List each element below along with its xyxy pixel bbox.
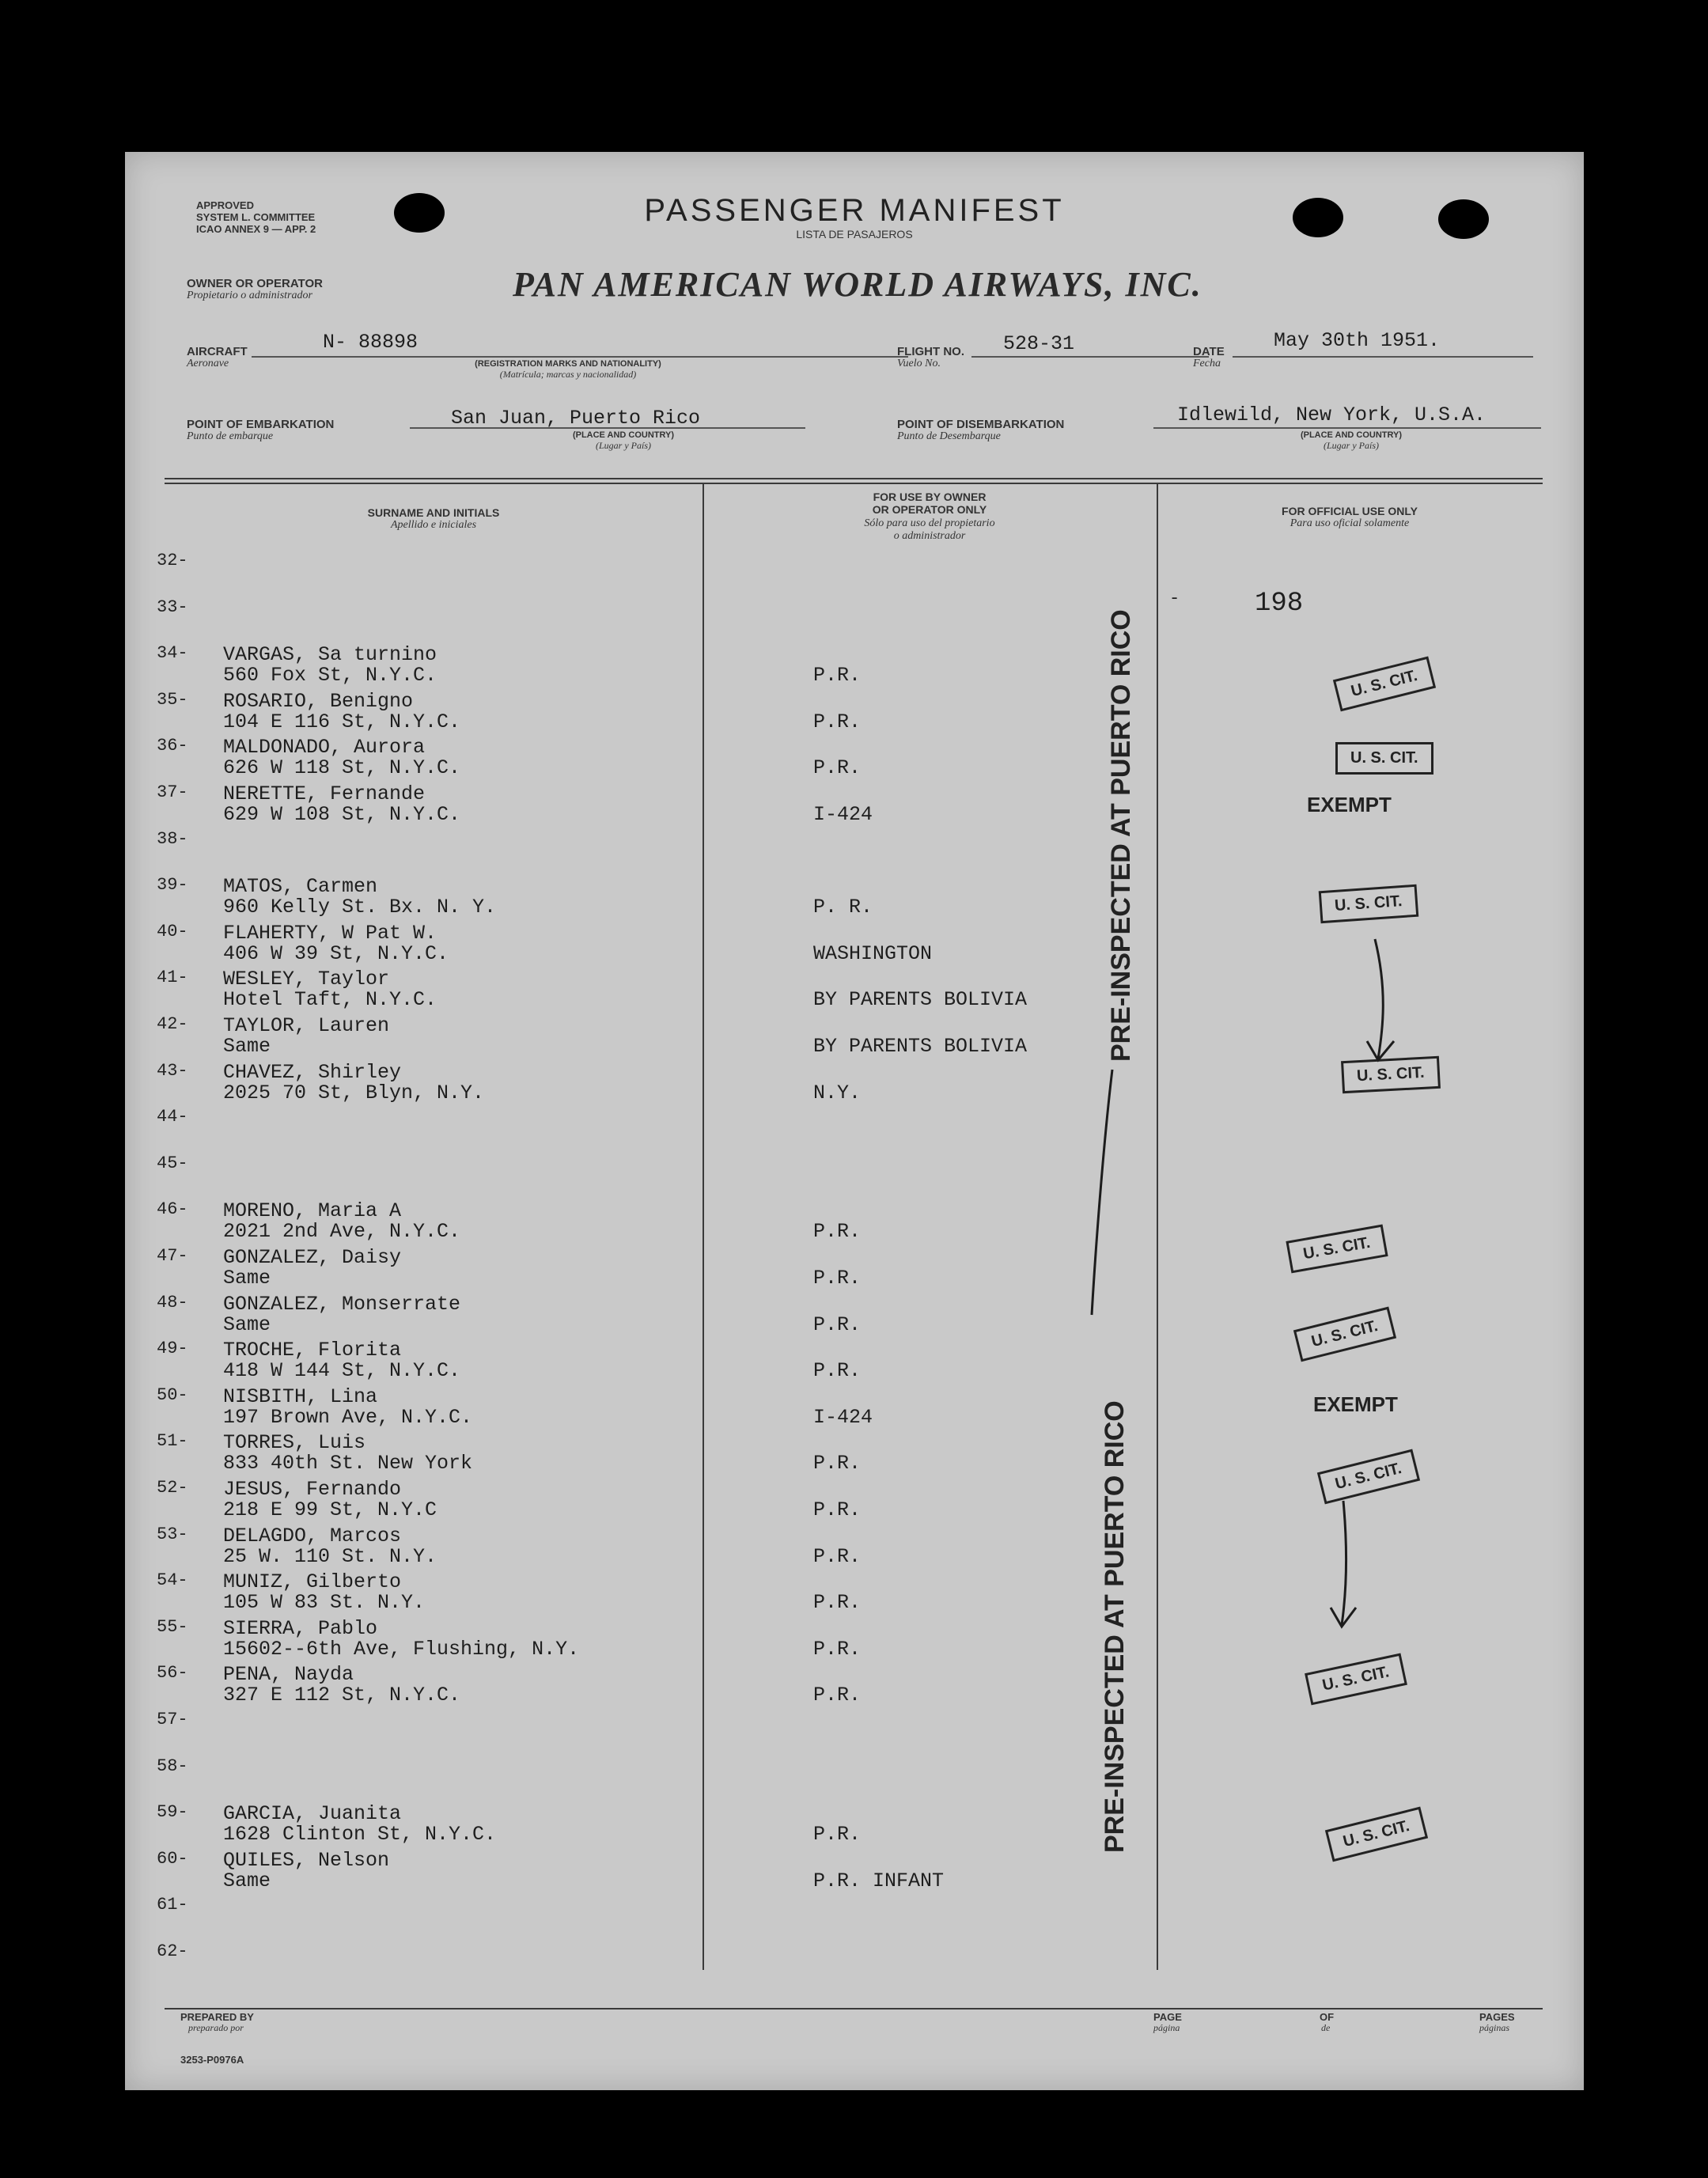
airline-name: PAN AMERICAN WORLD AIRWAYS, INC.	[513, 265, 1202, 304]
column-header-line: o administrador	[893, 530, 966, 542]
passenger-name: MUNIZ, Gilberto	[223, 1570, 402, 1593]
owner-notation: P.R.	[813, 1313, 862, 1336]
disembark-value: Idlewild, New York, U.S.A.	[1177, 403, 1486, 426]
approval-line: ICAO ANNEX 9 — APP. 2	[196, 223, 316, 235]
owner-notation: N.Y.	[813, 1081, 862, 1104]
owner-notation: P.R.	[813, 1545, 862, 1568]
prepared-label: PREPARED BY	[180, 2011, 254, 2023]
passenger-name: VARGAS, Sa turnino	[223, 643, 437, 666]
passenger-name: ROSARIO, Benigno	[223, 690, 414, 713]
embark-label-es: Punto de embarque	[187, 430, 274, 442]
row-number: 52-	[157, 1478, 188, 1498]
row-number: 55-	[157, 1617, 188, 1637]
form-subtitle: LISTA DE PASAJEROS	[796, 228, 913, 241]
us-cit-stamp: U. S. CIT.	[1325, 1807, 1428, 1862]
of-label: OF	[1320, 2011, 1335, 2023]
registration-caption-es: (Matrícula; marcas y nacionalidad)	[499, 369, 637, 380]
row-number: 40-	[157, 922, 188, 941]
owner-notation: P.R.	[813, 1267, 862, 1290]
of-label-es: de	[1321, 2022, 1331, 2033]
row-number: 42-	[157, 1014, 188, 1034]
owner-notation: P.R.	[813, 1498, 862, 1521]
column-header-line: OR OPERATOR ONLY	[872, 503, 987, 516]
date-label-es: Fecha	[1193, 358, 1221, 369]
row-number: 41-	[157, 968, 188, 987]
us-cit-stamp: U. S. CIT.	[1293, 1307, 1396, 1362]
owner-notation: P.R.	[813, 710, 862, 733]
row-number: 62-	[157, 1941, 188, 1961]
passenger-name: QUILES, Nelson	[223, 1849, 390, 1872]
pre-inspected-stamp: PRE-INSPECTED AT PUERTO RICO	[1106, 609, 1136, 1062]
pen-line	[1092, 1070, 1112, 1315]
pages-label: PAGES	[1479, 2011, 1515, 2023]
row-number: 58-	[157, 1756, 188, 1776]
passenger-name: TROCHE, Florita	[223, 1339, 402, 1362]
owner-notation: P.R.	[813, 1220, 862, 1243]
aircraft-label: AIRCRAFT	[187, 345, 248, 358]
row-number: 43-	[157, 1061, 188, 1081]
owner-notation: P.R.	[813, 1684, 862, 1706]
passenger-name: FLAHERTY, W Pat W.	[223, 922, 437, 945]
row-number: 59-	[157, 1802, 188, 1822]
us-cit-stamp: U. S. CIT.	[1333, 657, 1436, 712]
owner-label-es: Propietario o administrador	[187, 290, 312, 301]
row-number: 53-	[157, 1525, 188, 1544]
row-number: 50-	[157, 1385, 188, 1405]
passenger-name: GONZALEZ, Monserrate	[223, 1293, 461, 1316]
flight-value: 528-31	[1003, 332, 1075, 355]
row-number: 44-	[157, 1107, 188, 1127]
passenger-address: 15602--6th Ave, Flushing, N.Y.	[223, 1638, 580, 1661]
embark-label: POINT OF EMBARKATION	[187, 418, 335, 431]
passenger-name: MATOS, Carmen	[223, 875, 378, 898]
column-header-line: FOR USE BY OWNER	[873, 491, 987, 503]
passenger-address: 560 Fox St, N.Y.C.	[223, 664, 437, 687]
row-number: 37-	[157, 782, 188, 802]
passenger-name: GARCIA, Juanita	[223, 1802, 402, 1825]
column-header-name: SURNAME AND INITIALS	[367, 506, 500, 519]
row-number: 36-	[157, 736, 188, 756]
owner-notation: P.R.	[813, 664, 862, 687]
form-code: 3253-P0976A	[180, 2054, 244, 2066]
passenger-name: TORRES, Luis	[223, 1431, 366, 1454]
passenger-address: 626 W 118 St, N.Y.C.	[223, 756, 461, 779]
flight-label-es: Vuelo No.	[897, 358, 941, 369]
row-number: 35-	[157, 690, 188, 710]
owner-notation: P.R.	[813, 1452, 862, 1475]
us-cit-stamp: U. S. CIT.	[1335, 742, 1433, 775]
place-caption: (PLACE AND COUNTRY)	[1300, 430, 1403, 440]
row-number: 33-	[157, 597, 188, 617]
row-number: 57-	[157, 1710, 188, 1729]
owner-notation: BY PARENTS BOLIVIA	[813, 988, 1028, 1011]
owner-notation: P.R.	[813, 756, 862, 779]
row-number: 45-	[157, 1153, 188, 1173]
row-number: 39-	[157, 875, 188, 895]
disembark-label-es: Punto de Desembarque	[897, 430, 1001, 442]
owner-notation: WASHINGTON	[813, 942, 933, 965]
embark-value: San Juan, Puerto Rico	[451, 407, 701, 430]
passenger-address: Same	[223, 1869, 271, 1892]
us-cit-stamp: U. S. CIT.	[1317, 1449, 1420, 1505]
place-caption-es: (Lugar y País)	[596, 440, 651, 451]
page-label-es: página	[1153, 2022, 1180, 2033]
row-number: 34-	[157, 643, 188, 663]
passenger-address: 105 W 83 St. N.Y.	[223, 1591, 426, 1614]
owner-notation: I-424	[813, 803, 873, 826]
row-number: 49-	[157, 1339, 188, 1358]
registration-caption: (REGISTRATION MARKS AND NATIONALITY)	[475, 359, 661, 369]
passenger-name: NISBITH, Lina	[223, 1385, 378, 1408]
passenger-name: WESLEY, Taylor	[223, 968, 390, 991]
place-caption: (PLACE AND COUNTRY)	[572, 430, 675, 440]
owner-notation: P.R. INFANT	[813, 1869, 945, 1892]
owner-notation: P.R.	[813, 1359, 862, 1382]
footer-rule	[165, 2008, 1543, 2009]
passenger-name: JESUS, Fernando	[223, 1478, 402, 1501]
pen-marks	[125, 152, 1584, 2090]
row-number: 47-	[157, 1246, 188, 1266]
passenger-name: MALDONADO, Aurora	[223, 736, 426, 759]
row-number: 51-	[157, 1431, 188, 1451]
disembark-label: POINT OF DISEMBARKATION	[897, 418, 1065, 431]
passenger-name: GONZALEZ, Daisy	[223, 1246, 402, 1269]
manifest-page	[125, 152, 1584, 2090]
us-cit-stamp: U. S. CIT.	[1319, 884, 1418, 924]
owner-notation: P.R.	[813, 1591, 862, 1614]
passenger-address: Same	[223, 1313, 271, 1336]
owner-notation: P. R.	[813, 896, 873, 919]
passenger-address: 327 E 112 St, N.Y.C.	[223, 1684, 461, 1706]
row-number: 46-	[157, 1199, 188, 1219]
passenger-address: 406 W 39 St, N.Y.C.	[223, 942, 449, 965]
column-header-official-es: Para uso oficial solamente	[1290, 517, 1410, 529]
passenger-address: 833 40th St. New York	[223, 1452, 473, 1475]
passenger-address: Hotel Taft, N.Y.C.	[223, 988, 437, 1011]
row-number: 38-	[157, 829, 188, 849]
passenger-name: DELAGDO, Marcos	[223, 1525, 402, 1547]
us-cit-stamp: U. S. CIT.	[1341, 1056, 1441, 1093]
passenger-address: 197 Brown Ave, N.Y.C.	[223, 1406, 473, 1429]
pages-label-es: páginas	[1479, 2022, 1510, 2033]
row-number: 60-	[157, 1849, 188, 1869]
passenger-name: CHAVEZ, Shirley	[223, 1061, 402, 1084]
row-number: 56-	[157, 1663, 188, 1683]
approval-line: SYSTEM L. COMMITTEE	[196, 211, 316, 223]
flight-label: FLIGHT NO.	[897, 345, 964, 358]
column-header-official: FOR OFFICIAL USE ONLY	[1282, 505, 1418, 517]
form-title: PASSENGER MANIFEST	[644, 193, 1065, 228]
exempt-stamp: EXEMPT	[1307, 793, 1392, 816]
passenger-address: 629 W 108 St, N.Y.C.	[223, 803, 461, 826]
arrow-line	[1375, 939, 1383, 1059]
aircraft-value: N- 88898	[323, 331, 418, 354]
passenger-address: 1628 Clinton St, N.Y.C.	[223, 1823, 497, 1846]
owner-notation: I-424	[813, 1406, 873, 1429]
passenger-address: 218 E 99 St, N.Y.C	[223, 1498, 437, 1521]
column-header-name-es: Apellido e iniciales	[390, 519, 477, 531]
owner-notation: P.R.	[813, 1823, 862, 1846]
prepared-label-es: preparado por	[188, 2022, 244, 2033]
official-dash: -	[1169, 589, 1180, 608]
passenger-name: TAYLOR, Lauren	[223, 1014, 390, 1037]
pre-inspected-stamp: PRE-INSPECTED AT PUERTO RICO	[1100, 1400, 1130, 1853]
page-label: PAGE	[1153, 2011, 1182, 2023]
passenger-address: 104 E 116 St, N.Y.C.	[223, 710, 461, 733]
date-label: DATE	[1193, 345, 1225, 358]
passenger-address: Same	[223, 1035, 271, 1058]
passenger-name: PENA, Nayda	[223, 1663, 354, 1686]
passenger-address: 2025 70 St, Blyn, N.Y.	[223, 1081, 485, 1104]
row-number: 32-	[157, 551, 188, 570]
passenger-address: Same	[223, 1267, 271, 1290]
passenger-address: 960 Kelly St. Bx. N. Y.	[223, 896, 497, 919]
place-caption-es: (Lugar y País)	[1324, 440, 1379, 451]
passenger-name: NERETTE, Fernande	[223, 782, 426, 805]
row-number: 48-	[157, 1293, 188, 1312]
passenger-address: 2021 2nd Ave, N.Y.C.	[223, 1220, 461, 1243]
row-number: 54-	[157, 1570, 188, 1590]
owner-label: OWNER OR OPERATOR	[187, 277, 323, 290]
us-cit-stamp: U. S. CIT.	[1286, 1225, 1388, 1274]
owner-notation: P.R.	[813, 1638, 862, 1661]
approval-line: APPROVED	[196, 199, 254, 211]
aircraft-label-es: Aeronave	[187, 358, 229, 369]
owner-notation: BY PARENTS BOLIVIA	[813, 1035, 1028, 1058]
passenger-name: SIERRA, Pablo	[223, 1617, 378, 1640]
passenger-address: 418 W 144 St, N.Y.C.	[223, 1359, 461, 1382]
official-count: 198	[1255, 589, 1304, 619]
row-number: 61-	[157, 1895, 188, 1915]
date-value: May 30th 1951.	[1274, 329, 1441, 352]
us-cit-stamp: U. S. CIT.	[1305, 1653, 1407, 1706]
passenger-address: 25 W. 110 St. N.Y.	[223, 1545, 437, 1568]
exempt-stamp: EXEMPT	[1313, 1392, 1398, 1416]
arrow-line	[1342, 1501, 1346, 1625]
column-header-line: Sólo para uso del propietario	[864, 517, 995, 529]
passenger-name: MORENO, Maria A	[223, 1199, 402, 1222]
